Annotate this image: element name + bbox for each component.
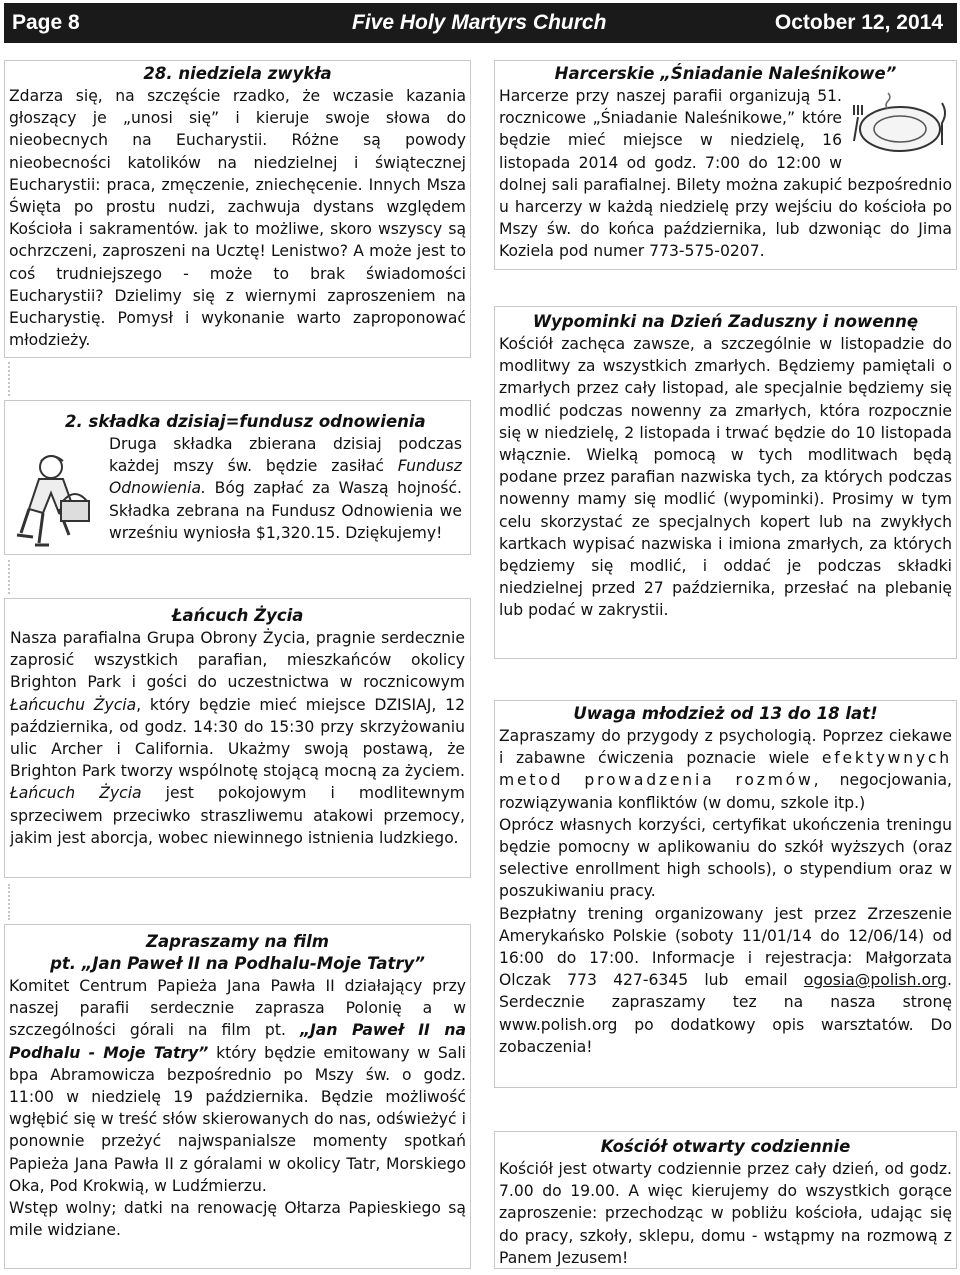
body-text: Komitet Centrum Papieża Jana Pawła II działający przy naszej parafii serdecznie zaprasza Polonię a w szczególności górali na film pt. [9, 977, 466, 1040]
article-kosciol [494, 1131, 957, 1269]
body-text: efektywnych metod prowadzenia rozmów, [499, 749, 952, 790]
bulletin-date: October 12, 2014 [774, 11, 943, 34]
body-text: . Serdecznie zapraszamy tez na nasza stronę www.polish.org po dodatkowy opis warsztatów. Do zobaczenia! [499, 971, 952, 1056]
article-film [4, 924, 471, 1269]
church-name: Five Holy Martyrs Church [352, 11, 607, 34]
article-body [9, 975, 466, 1197]
article-subtitle: pt. „Jan Paweł II na Podhalu-Moje Tatry” [50, 954, 425, 973]
article-body [499, 725, 952, 814]
article-body: Kościół jest otwarty codziennie przez cały dzień, od godz. 7.00 do 19.00. A więc kierujemy do wszystkich gorące zaproszenie: przechodząc w pobliżu kościoła, udając się do pracy, szkoły, sklepu, domu - wstąpmy na rozmową z Panem Jezusem! [499, 1160, 952, 1267]
body-text: Druga składka zbierana dzisiaj podczas każdej mszy św. będzie zasiłać [109, 435, 462, 476]
divider [8, 884, 10, 920]
body-text: , który będzie mieć miejsce DZISIAJ, 12 października, od godz. 14:30 do 15:30 przy skrzyżowaniu ulic Archer i California. Ukażmy swoją postawą, że Brighton Park tworzy wspólnotę stojącą mocną za życiem. [10, 695, 465, 781]
body-text: Zapraszamy do przygody z psychologią. Poprzez ciekawe i zabawne ćwiczenia poznacie wiele [499, 727, 952, 768]
article-body: Zdarza się, na szczęście rzadko, że wczasie kazania głoszący je „unosi się” i kieruje swoje słowa do nieobecnych na Eucharystii. Różne są powody nieobecności katolików na niedzielnej i świątecznej Eucharystii: praca, zmęczenie, zniechęcenie. Innych Msza Święta po prostu nudzi, zachwuja dystans względem Kościoła i sakramentów. jak to możliwe, skoro wszyscy są ochrzczeni, zaproszeni na Ucztę! Lenistwo? A może jest to coś trudniejszego - może to brak świadomości Eucharystii? Dzielimy się z wiernymi zaproszeniem na Eucharystię. Pomysł i wykonanie warto zaproponować młodzieży. [9, 87, 466, 350]
film-title: „Jan Paweł II na Podhalu - Moje Tatry” [9, 1021, 466, 1062]
page-header [4, 3, 957, 43]
body-text: negocjowania, rozwiązywania konfliktów (w domu, szkole itp.) [499, 771, 952, 812]
article-body [499, 903, 952, 1058]
page-number: Page 8 [12, 11, 80, 34]
email-link[interactable]: ogosia@polish.org [803, 971, 948, 990]
body-text: Nasza parafialna Grupa Obrony Życia, pragnie serdecznie zaprosić wszystkich parafian, mieszkańców okolicy Brighton Park i gości do uczestnictwa w rocznicowym [10, 629, 465, 692]
article-title: Harcerskie „Śniadanie Naleśnikowe” [554, 64, 897, 83]
article-harcerskie [494, 60, 957, 270]
article-body: Oprócz własnych korzyści, certyfikat ukończenia treningu będzie pomocny w aplikowaniu do szkół wyższych (oraz selective enrollment high schools), o stypendium oraz w poszukiwaniu pracy. [499, 815, 952, 901]
article-title: 2. składka dzisiaj=fundusz odnowienia [65, 412, 426, 431]
article-lancuch [4, 598, 471, 878]
event-name: Łańcuch Życia [10, 784, 142, 803]
article-title: Łańcuch Życia [171, 606, 304, 625]
article-skladka [4, 400, 471, 555]
article-body: Kościół zachęca zawsze, a szczególnie w listopadzie do modlitwy za wszystkich zmarłych. Będziemy pamiętali o zmarłych przez cały listopad, ale specjalnie będziemy się modlić podczas nowenny za zmarłych, która rozpocznie się w niedzielę, 2 listopada i trwać będzie do 10 listopada włącznie. Wielką pomocą w tych modlitwach będą podane przez parafian nazwiska tych, za których podczas nowenny mamy się modlić (wypominki). Prosimy w tym celu skorzystać ze specjalnych kopert lub na zwykłych kartkach wypisać nazwiska i imiona zmarłych, za których będziemy się modlić, i oddać je podczas składki niedzielnej przed 27 października, przesłać na plebanię lub podać w zakrystii. [499, 335, 952, 620]
plate-fork-knife-icon [848, 87, 952, 159]
event-name: Łańcuchu Życia [10, 695, 137, 714]
body-text: Bezpłatny trening organizowany jest przez Zrzeszenie Amerykańsko Polskie (soboty 11/01/14 do 12/06/14) od 16:00 do 17:00. Informacje i rejestracja: Małgorzata Olczak 773 427-6345 lub email [499, 904, 952, 990]
article-niedziela [4, 60, 471, 358]
article-uwaga [494, 700, 957, 1088]
article-title: Kościół otwarty codziennie [600, 1137, 851, 1156]
article-body: Harcerze przy naszej parafii organizują 51. rocznicowe „Śniadanie Naleśnikowe,” które będzie mieć miejsce w niedzielę, 16 listopada 2014 od godz. 7:00 do 12:00 w dolnej sali parafialnej. Bilety można zakupić bezpośrednio u harcerzy w każdą niedzielę przy wejściu do kościoła po Mszy św. do końca października, lub dzwoniąc do Jima Koziela pod numer 773-575-0207. [499, 87, 952, 261]
article-body: Wstęp wolny; datki na renowację Ołtarza Papieskiego są mile widziane. [9, 1199, 466, 1240]
article-body [10, 627, 465, 849]
divider [8, 560, 10, 594]
body-text: jest pokojowym i modlitewnym sprzeciwem przeciwko straszliwemu atakowi przemocy, jakim jest aborcja, wobec niewinnego istnienia ludzkiego. [10, 784, 465, 847]
article-wypominki [494, 306, 957, 659]
article-title: Zapraszamy na film [146, 932, 329, 951]
article-title: 28. niedziela zwykła [143, 64, 332, 83]
article-title: Uwaga młodzież od 13 do 18 lat! [573, 704, 878, 723]
divider [8, 362, 10, 396]
body-text: który będzie emitowany w Sali bpa Abramowicza bezpośrednio po Mszy św. o godz. 11:00 w niedzielę 19 października. Będzie możliwość wgłębić się w treść słów skierowanych do nas, odświeżyć i ponownie przeżyć najwspanialsze momenty spotkań Papieża Jana Pawła II z góralami w okolicy Tatr, Morskiego Oka, Pod Krokwią, w Ludźmierzu. [9, 1043, 466, 1195]
article-title: Wypominki na Dzień Zaduszny i nowennę [532, 312, 919, 331]
body-text: Bóg zapłać za Waszą hojność. Składka zebrana na Fundusz Odnowienia we wrześniu wyniosła $1,320.15. Dziękujemy! [109, 479, 462, 542]
fund-name: Fundusz Odnowienia. [109, 457, 462, 498]
man-with-basket-icon [11, 451, 101, 551]
